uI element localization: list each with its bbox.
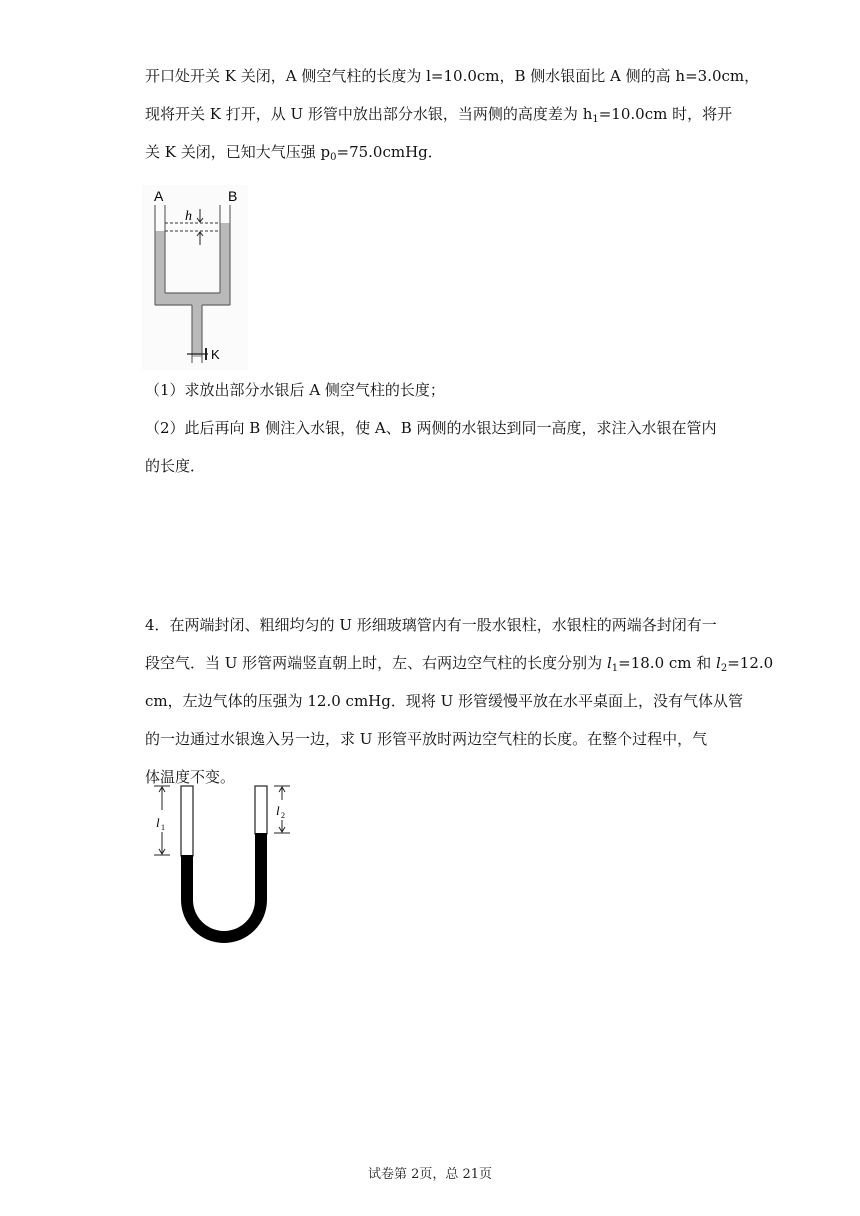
label-l1: l <box>156 815 160 830</box>
problem-3-questions <box>145 371 720 485</box>
problem-3-line-2: 现将开关 K 打开，从 U 形管中放出部分水银，当两侧的高度差为 $h_1=10.0cm$ 时，将开 <box>145 105 733 125</box>
label-b: B <box>228 188 238 204</box>
label-l2: l <box>276 803 280 818</box>
question-1: （1）求放出部分水银后 A 侧空气柱的长度； <box>145 381 445 399</box>
problem-3-line-1: 开口处开关 K 关闭，A 侧空气柱的长度为 l=10.0cm，B 侧水银面比 A 侧的高 h=3.0cm， <box>145 67 760 85</box>
label-a: A <box>154 188 164 204</box>
label-l1-sub: 1 <box>161 823 165 832</box>
label-h: h <box>185 209 192 224</box>
question-2-line-2: 的长度． <box>145 457 206 475</box>
problem-4-line-3: cm，左边气体的压强为 12.0 cmHg．现将 U 形管缓慢平放在水平桌面上，没有气体从管 <box>145 692 744 710</box>
label-l2-sub: 2 <box>281 811 285 820</box>
problem-4-text <box>145 606 774 796</box>
sealed-u-tube-figure <box>150 782 300 944</box>
problem-3-text <box>145 57 760 171</box>
problem-4-line-5: 体温度不变。 <box>145 768 236 786</box>
label-k: K <box>211 347 220 362</box>
page-footer: 试卷第 2页，总 21页 <box>367 1167 493 1182</box>
problem-3-line-3: 关 K 关闭，已知大气压强 $p_0=75.0cmHg$． <box>145 143 443 163</box>
problem-4-line-2: 段空气．当 U 形管两端竖直朝上时，左、右两边空气柱的长度分别为 $l_1=18.0$ cm 和 $l_2=12.0$ <box>145 654 774 674</box>
problem-4-line-1: 4．在两端封闭、粗细均匀的 U 形细玻璃管内有一股水银柱，水银柱的两端各封闭有一 <box>145 616 717 634</box>
question-2-line-1: （2）此后再向 B 侧注入水银，使 A、B 两侧的水银达到同一高度，求注入水银在管内 <box>145 419 717 437</box>
problem-4-line-4: 的一边通过水银逸入另一边，求 U 形管平放时两边空气柱的长度。在整个过程中，气 <box>145 730 708 748</box>
u-tube-valve-figure <box>140 185 250 370</box>
